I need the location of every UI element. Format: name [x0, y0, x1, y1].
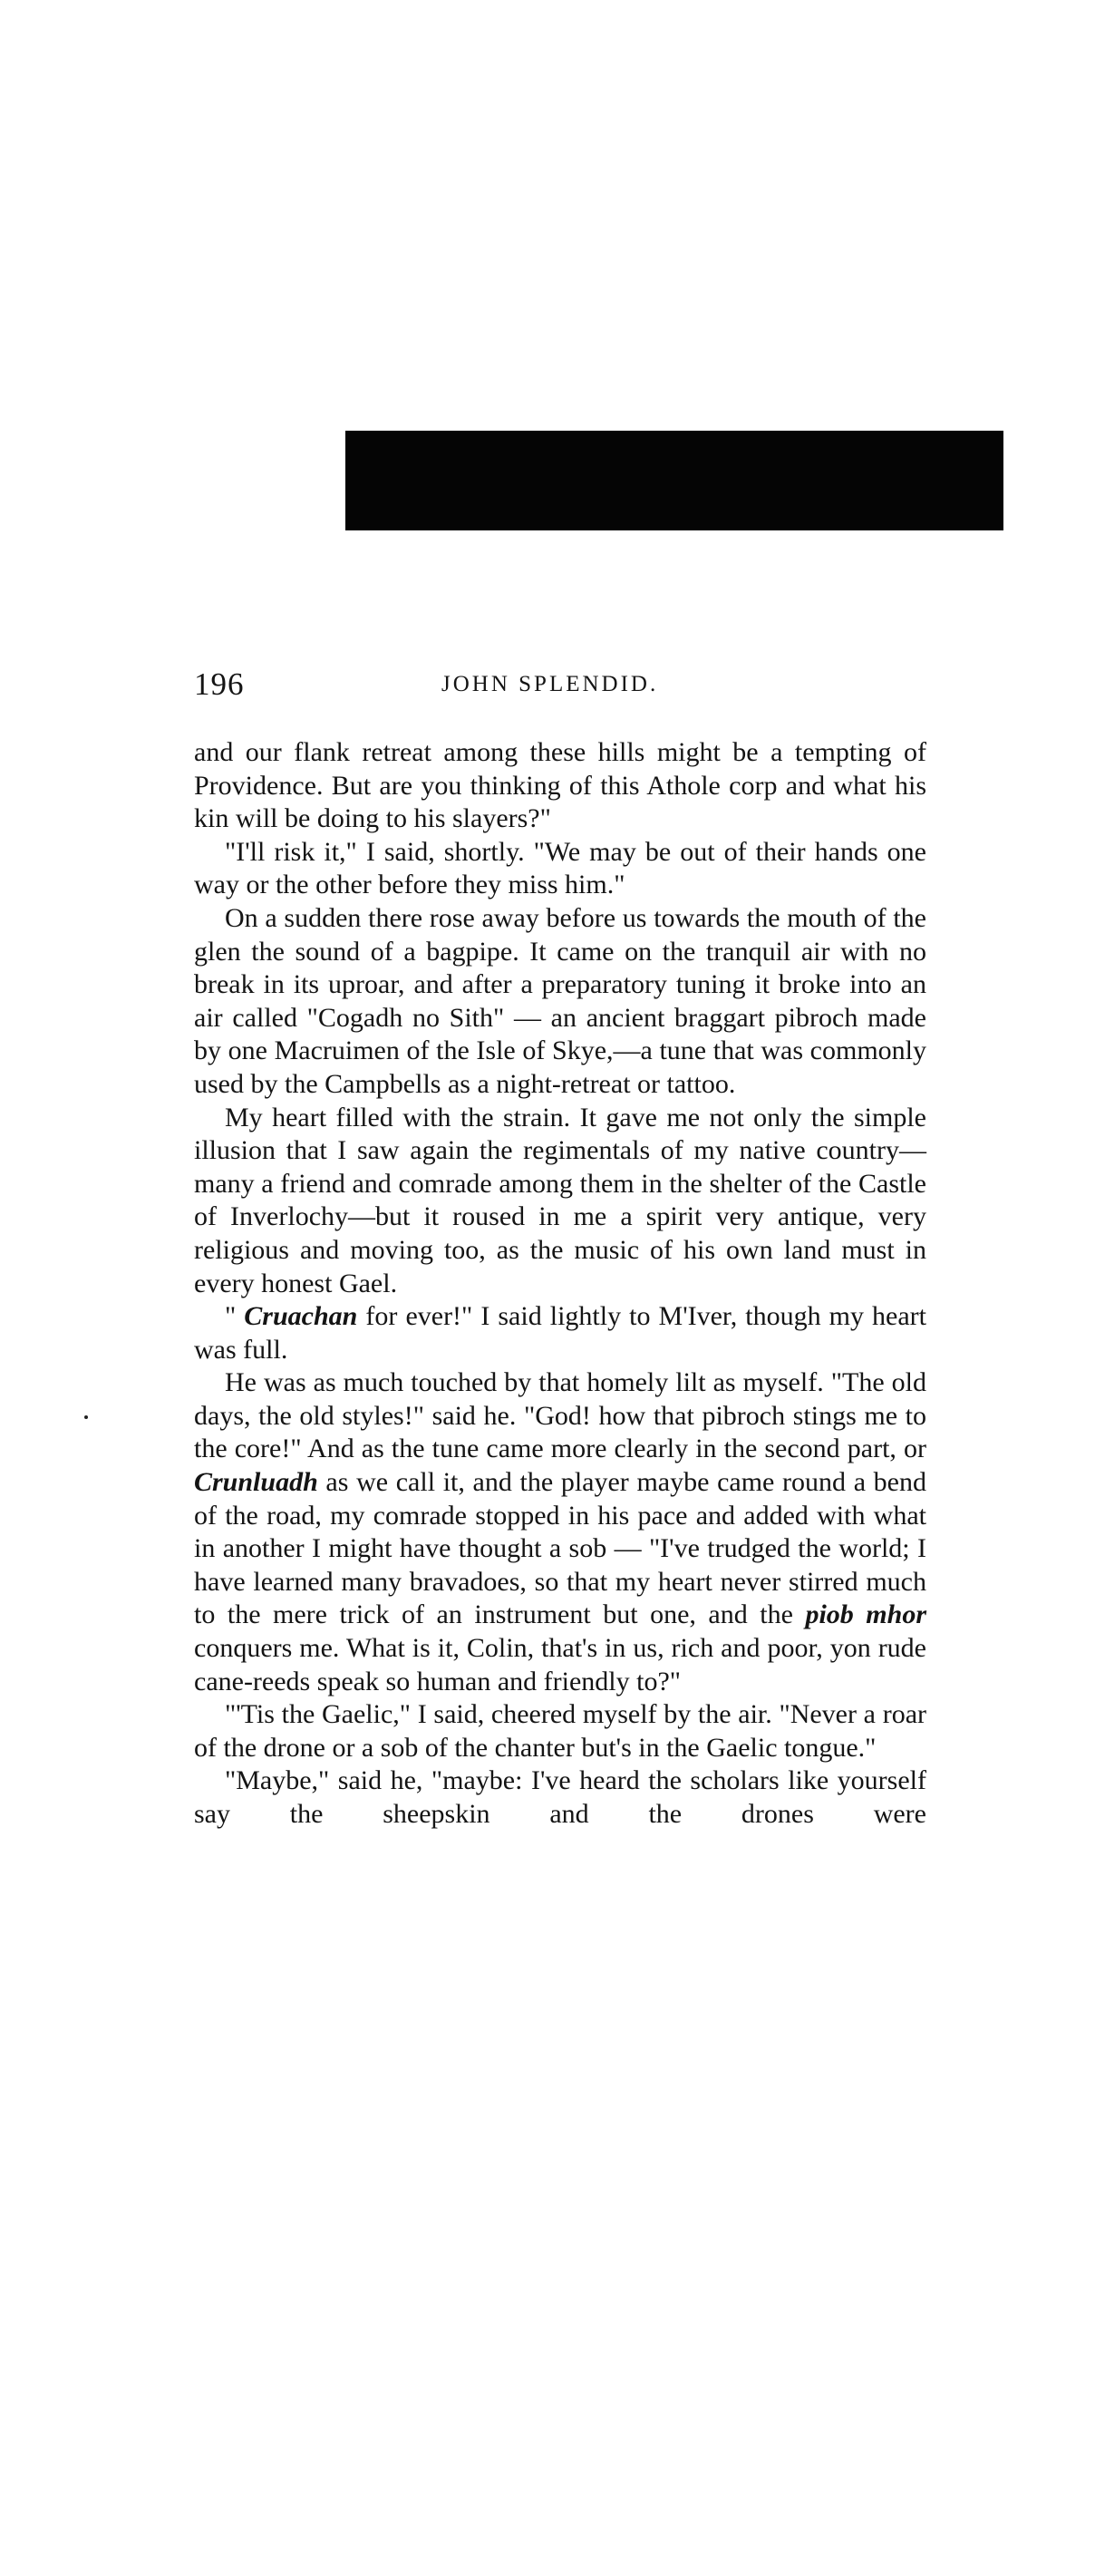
- italic-piob-mhor: piob mhor: [805, 1599, 926, 1630]
- paragraph-3: [194, 902, 926, 1102]
- body-text: [194, 736, 926, 1832]
- paragraph-7-text: "'Tis the Gaelic," I said, cheered myself by the air. "Never a roar of the drone or a sob of the chanter but's in the Gaelic tongue.": [194, 1699, 926, 1763]
- redaction-bar: [345, 431, 1003, 530]
- paragraph-7: [194, 1698, 926, 1764]
- paragraph-2-text: "I'll risk it," I said, shortly. "We may be out of their hands one way or the other before they miss him.": [194, 836, 926, 900]
- paragraph-8: [194, 1764, 926, 1831]
- paragraph-6-text-b: as we call it, and the player maybe came round a bend of the road, my comrade stopped in his pace and added with what in another I might have thought a sob — "I've trudged the world; I have learned many bravadoes, so that my heart never stirred much to the mere trick of an instrument but one, and the: [194, 1467, 926, 1630]
- paragraph-1-text: and our flank retreat among these hills might be a tempting of Providence. But are you thinking of this Athole corp and what his kin will be doing to his slayers?": [194, 737, 926, 834]
- italic-cruachan: Cruachan: [244, 1301, 358, 1332]
- paragraph-2: [194, 836, 926, 902]
- running-title: JOHN SPLENDID.: [441, 672, 659, 696]
- paragraph-1: [194, 736, 926, 836]
- paragraph-5: [194, 1300, 926, 1366]
- paragraph-5-text-a: ": [225, 1301, 245, 1332]
- stray-ink-dot: [84, 1415, 88, 1419]
- paragraph-4: [194, 1102, 926, 1301]
- italic-crunluadh: Crunluadh: [194, 1467, 318, 1498]
- paragraph-3-text: On a sudden there rose away before us towards the mouth of the glen the sound of a bagpipe. It came on the tranquil air with no break in its uproar, and after a preparatory tuning it broke into an air called "Cogadh no Sith" — an ancient braggart pibroch made by one Macruimen of the Isle of Skye,—a tune that was commonly used by the Campbells as a night-retreat or tattoo.: [194, 902, 926, 1099]
- paragraph-5-text-b: for ever!" I said lightly to M'Iver, though my heart was full.: [194, 1301, 926, 1365]
- paragraph-6-text-a: He was as much touched by that homely lilt as myself. "The old days, the old styles!" said he. "God! how that pibroch stings me to the core!" And as the tune came more clearly in the second part, or: [194, 1367, 926, 1464]
- paragraph-4-text: My heart filled with the strain. It gave me not only the simple illusion that I saw again the regimentals of my native country—many a friend and comrade among them in the shelter of the Castle of Inverlochy—but it roused in me a spirit very antique, very religious and moving too, as the music of his own land must in every honest Gael.: [194, 1102, 926, 1298]
- page-number: 196: [194, 666, 245, 702]
- page-header: [194, 666, 937, 710]
- paragraph-6: [194, 1366, 926, 1698]
- paragraph-6-text-c: conquers me. What is it, Colin, that's in us, rich and poor, yon rude cane-reeds speak so human and friendly to?": [194, 1633, 926, 1696]
- paragraph-8-text: "Maybe," said he, "maybe: I've heard the scholars like yourself say the sheepskin and the drones were: [194, 1765, 926, 1829]
